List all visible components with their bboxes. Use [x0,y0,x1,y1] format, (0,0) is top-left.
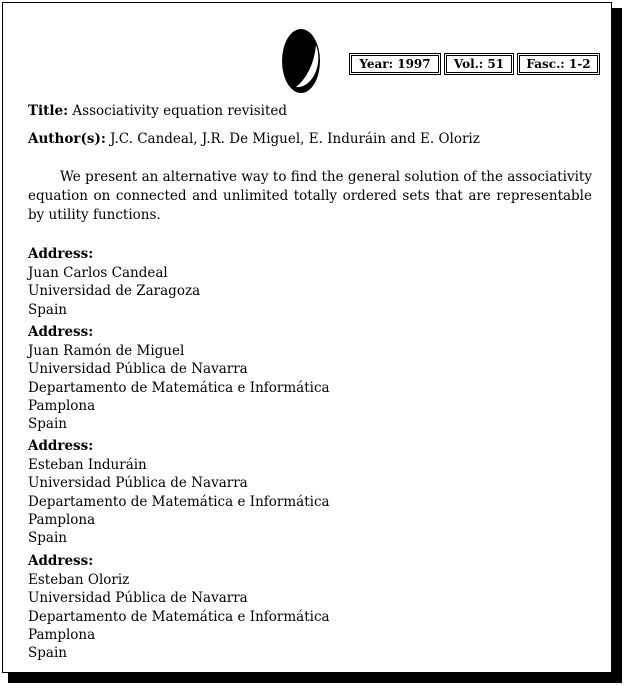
address-line: Esteban Oloriz [28,572,130,589]
address-label: Address: [28,438,94,454]
address-line: Universidad Pública de Navarra [28,590,248,607]
authors-line [28,131,480,147]
title-line [28,103,287,119]
address-line: Spain [28,645,67,662]
fascicle-badge: Fasc.: 1-2 [519,55,598,73]
address-line: Pamplona [28,397,96,414]
address-label: Address: [28,553,94,569]
address-label: Address: [28,246,94,262]
address-block-2 [28,323,330,433]
title-label: Title: [28,103,69,119]
address-line: Departamento de Matemática e Informática [28,493,330,510]
year-badge: Year: 1997 [351,55,439,73]
address-line: Departamento de Matemática e Informática [28,379,330,396]
address-line: Departamento de Matemática e Informática [28,608,330,625]
paper-page [2,2,612,673]
journal-logo [280,27,322,95]
address-line: Juan Ramón de Miguel [28,343,185,360]
address-block-3 [28,437,330,547]
address-line: Spain [28,416,67,433]
address-block-4 [28,552,330,662]
address-line: Esteban Induráin [28,457,147,474]
address-line: Pamplona [28,511,96,528]
paper-authors: J.C. Candeal, J.R. De Miguel, E. Induráin and E. Oloriz [110,131,480,147]
address-line: Spain [28,301,67,318]
address-line: Universidad de Zaragoza [28,283,201,300]
address-line: Universidad Pública de Navarra [28,475,248,492]
address-label: Address: [28,324,94,340]
paper-title: Associativity equation revisited [72,103,288,119]
address-line: Pamplona [28,626,96,643]
abstract: We present an alternative way to find the general solution of the associativity equation on connected and unlimited totally ordered sets that are representable by utility functions. [28,169,592,223]
volume-badge: Vol.: 51 [446,55,512,73]
address-line: Juan Carlos Candeal [28,265,168,282]
authors-label: Author(s): [28,131,106,147]
address-line: Universidad Pública de Navarra [28,361,248,378]
address-line: Spain [28,530,67,547]
address-block-1 [28,245,200,319]
